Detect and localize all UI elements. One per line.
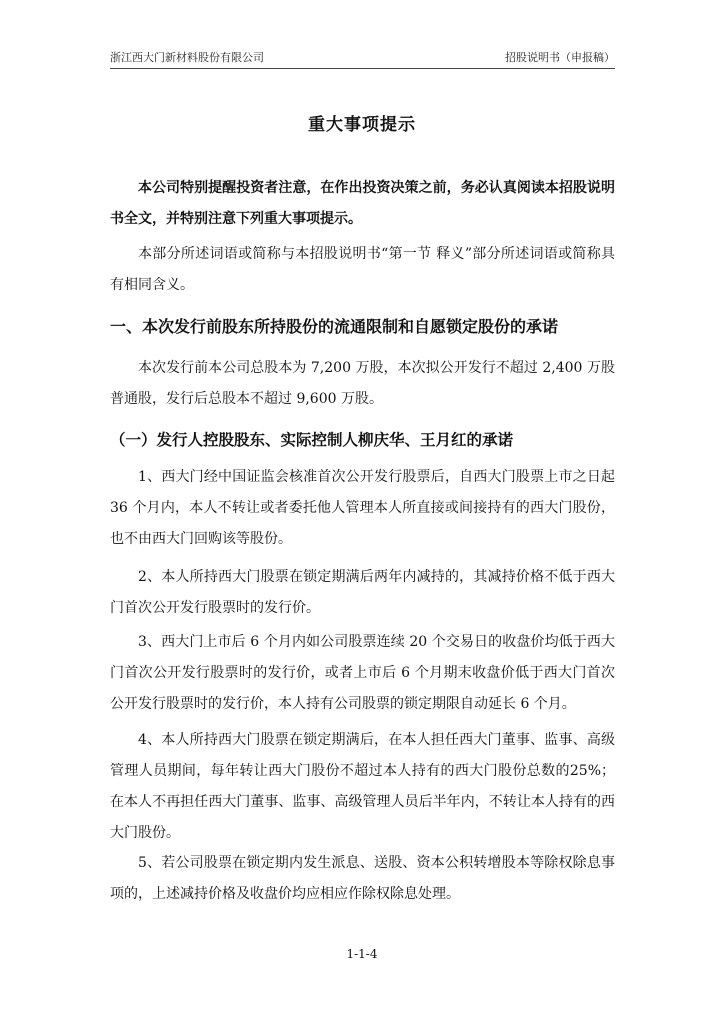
definition-note-paragraph: 本部分所述词语或简称与本招股说明书“第一节 释义”部分所述词语或简称具有相同含义。 xyxy=(110,246,615,293)
intro-notice-paragraph: 本公司特别提醒投资者注意，在作出投资决策之前，务必认真阅读本招股说明书全文，并特别注意下列重大事项提示。 xyxy=(110,180,615,227)
header-document-type: 招股说明书（申报稿） xyxy=(505,51,615,64)
header-divider xyxy=(110,68,615,69)
page-header xyxy=(110,49,615,67)
commitment-item-1: 1、西大门经中国证监会核准首次公开发行股票后，自西大门股票上市之日起 36 个月内，本人不转让或者委托他人管理本人所直接或间接持有的西大门股份，也不由西大门回购该等股份。 xyxy=(110,469,615,547)
section-1-heading: 一、本次发行前股东所持股份的流通限制和自愿锁定股份的承诺 xyxy=(110,317,559,336)
page-title: 重大事项提示 xyxy=(308,115,416,135)
commitment-item-2: 2、本人所持西大门股票在锁定期满后两年内减持的，其减持价格不低于西大门首次公开发行股票时的发行价。 xyxy=(110,569,615,616)
subsection-1-heading: （一）发行人控股股东、实际控制人柳庆华、王月红的承诺 xyxy=(110,431,514,449)
page-number: 1-1-4 xyxy=(346,947,378,961)
commitment-item-3: 3、西大门上市后 6 个月内如公司股票连续 20 个交易日的收盘价均低于西大门首次公开发行股票时的发行价，或者上市后 6 个月期末收盘价低于西大门首次公开发行股票时的发行价，本人持有公司股票的锁定期限自动延长 6 个月。 xyxy=(110,634,615,712)
commitment-item-4: 4、本人所持西大门股票在锁定期满后，在本人担任西大门董事、监事、高级管理人员期间，每年转让西大门股份不超过本人持有的西大门股份总数的25%；在本人不再担任西大门董事、监事、高级管理人员后半年内，不转让本人持有的西大门股份。 xyxy=(110,732,615,841)
commitment-item-5: 5、若公司股票在锁定期内发生派息、送股、资本公积转增股本等除权除息事项的，上述减持价格及收盘价均应相应作除权除息处理。 xyxy=(110,855,615,902)
section-1-summary-paragraph: 本次发行前本公司总股本为 7,200 万股，本次拟公开发行不超过 2,400 万股普通股，发行后总股本不超过 9,600 万股。 xyxy=(110,360,615,407)
header-company-name: 浙江西大门新材料股份有限公司 xyxy=(110,51,264,64)
